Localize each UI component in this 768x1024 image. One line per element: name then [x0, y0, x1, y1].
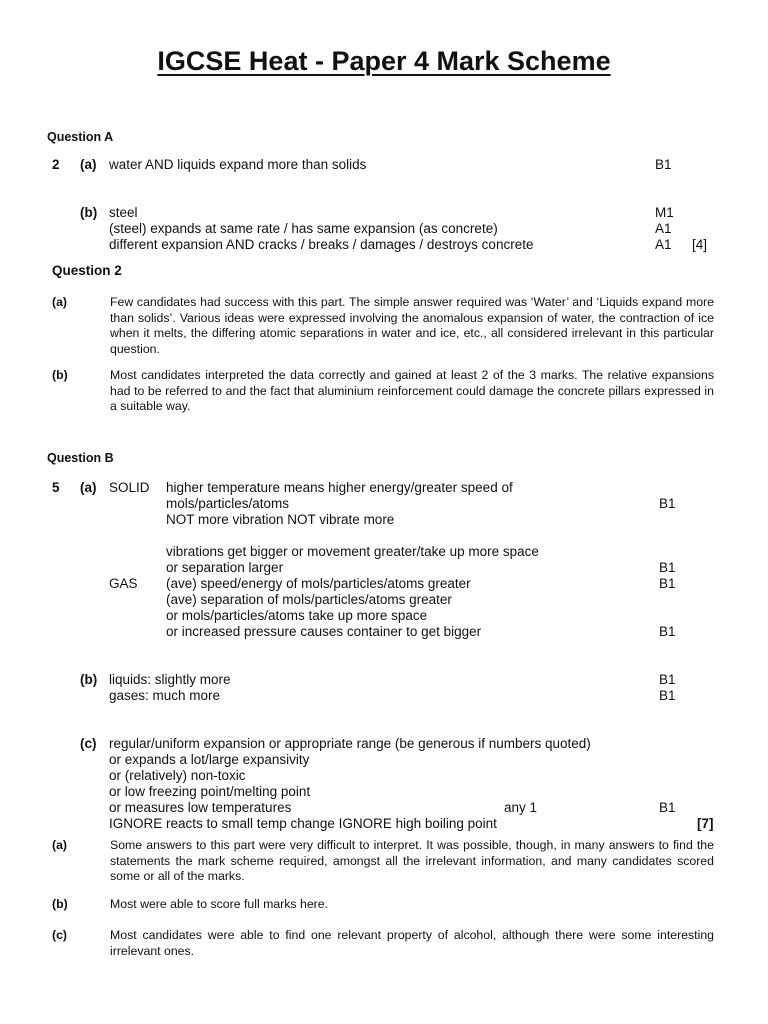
part-a-line-9: or increased pressure causes container to get bigger	[166, 624, 482, 639]
question-2-label: Question 2	[52, 263, 122, 278]
part-a-mark-6: B1	[659, 576, 676, 591]
part-b-mark-1: B1	[659, 672, 676, 687]
question-a-part-a-answer: water AND liquids expand more than solids	[109, 157, 367, 172]
question-a-total: [4]	[692, 237, 708, 252]
part-c-line-4: or low freezing point/melting point	[109, 784, 311, 799]
question-5-a-comment: Some answers to this part were very difficult to interpret. It was possible, though, in many answers to find the statements the mark scheme required, amongst all the irrelevant information, and many candidates scored some or all of the marks.	[110, 838, 714, 884]
gas-label: GAS	[109, 576, 138, 591]
part-b-line-1: liquids: slightly more	[109, 672, 231, 687]
question-b-part-b-label: (b)	[80, 672, 98, 687]
part-c-line-1: regular/uniform expansion or appropriate range (be generous if numbers quoted)	[109, 736, 591, 751]
question-b-part-c-label: (c)	[80, 736, 97, 751]
solid-label: SOLID	[109, 480, 150, 495]
part-a-mark-5: B1	[659, 560, 676, 575]
question-b-part-a-label: (a)	[80, 480, 97, 495]
question-a-number: 2	[52, 157, 60, 172]
part-b-line-2: gases: much more	[109, 688, 221, 703]
question-2-b-comment: Most candidates interpreted the data correctly and gained at least 2 of the 3 marks. The relative expansions had to be referred to and the fact that aluminium reinforcement could damage the concrete pillars expressed in a suitable way.	[110, 368, 714, 414]
question-5-a-label: (a)	[52, 838, 68, 852]
part-a-line-1: higher temperature means higher energy/greater speed of	[166, 480, 513, 495]
question-a-part-b-line-1: steel	[109, 205, 138, 220]
question-a-part-b-line-2: (steel) expands at same rate / has same expansion (as concrete)	[109, 221, 498, 236]
part-a-line-7: (ave) separation of mols/particles/atoms greater	[166, 592, 452, 607]
part-c-line-5: or measures low temperatures	[109, 800, 292, 815]
part-a-line-5: or separation larger	[166, 560, 284, 575]
part-a-line-8: or mols/particles/atoms take up more space	[166, 608, 428, 623]
part-a-mark-2: B1	[659, 496, 676, 511]
part-a-mark-9: B1	[659, 624, 676, 639]
question-5-b-comment: Most were able to score full marks here.	[110, 897, 329, 911]
question-5-c-label: (c)	[52, 928, 68, 942]
part-a-line-3: NOT more vibration NOT vibrate more	[166, 512, 395, 527]
part-c-mark: B1	[659, 800, 676, 815]
part-c-any-note: any 1	[504, 800, 538, 815]
part-c-line-2: or expands a lot/large expansivity	[109, 752, 310, 767]
part-c-line-3: or (relatively) non-toxic	[109, 768, 246, 783]
question-2-a-comment: Few candidates had success with this part. The simple answer required was ‘Water’ and ‘Liquids expand more than solids’. Various ideas were expressed involving the anomalous expansion of water, the contraction of ice when it melts, the differing atomic separations in water and ice, etc., all considered irrelevant in this particular question.	[110, 295, 714, 357]
question-5-c-comment: Most candidates were able to find one relevant property of alcohol, although there were some interesting irrelevant ones.	[110, 928, 714, 958]
part-a-line-6: (ave) speed/energy of mols/particles/atoms greater	[166, 576, 471, 591]
question-a-part-b-mark-3: A1	[655, 237, 672, 252]
question-a-part-b-line-3: different expansion AND cracks / breaks / damages / destroys concrete	[109, 237, 534, 252]
question-a-part-a-label: (a)	[80, 157, 97, 172]
part-a-line-2: mols/particles/atoms	[166, 496, 290, 511]
page-title: IGCSE Heat - Paper 4 Mark Scheme	[157, 46, 611, 76]
question-b-number: 5	[52, 480, 60, 495]
question-b-total: [7]	[697, 816, 714, 831]
question-a-part-b-mark-1: M1	[655, 205, 674, 220]
question-2-a-label: (a)	[52, 295, 68, 309]
part-b-mark-2: B1	[659, 688, 676, 703]
part-c-line-6: IGNORE reacts to small temp change IGNORE high boiling point	[109, 816, 497, 831]
question-a-label: Question A	[47, 130, 114, 144]
question-2-b-label: (b)	[52, 368, 68, 382]
question-a-part-a-mark: B1	[655, 157, 672, 172]
question-b-label: Question B	[47, 451, 114, 465]
part-a-line-4: vibrations get bigger or movement greater/take up more space	[166, 544, 539, 559]
question-5-b-label: (b)	[52, 897, 68, 911]
question-a-part-b-mark-2: A1	[655, 221, 672, 236]
question-a-part-b-label: (b)	[80, 205, 98, 220]
